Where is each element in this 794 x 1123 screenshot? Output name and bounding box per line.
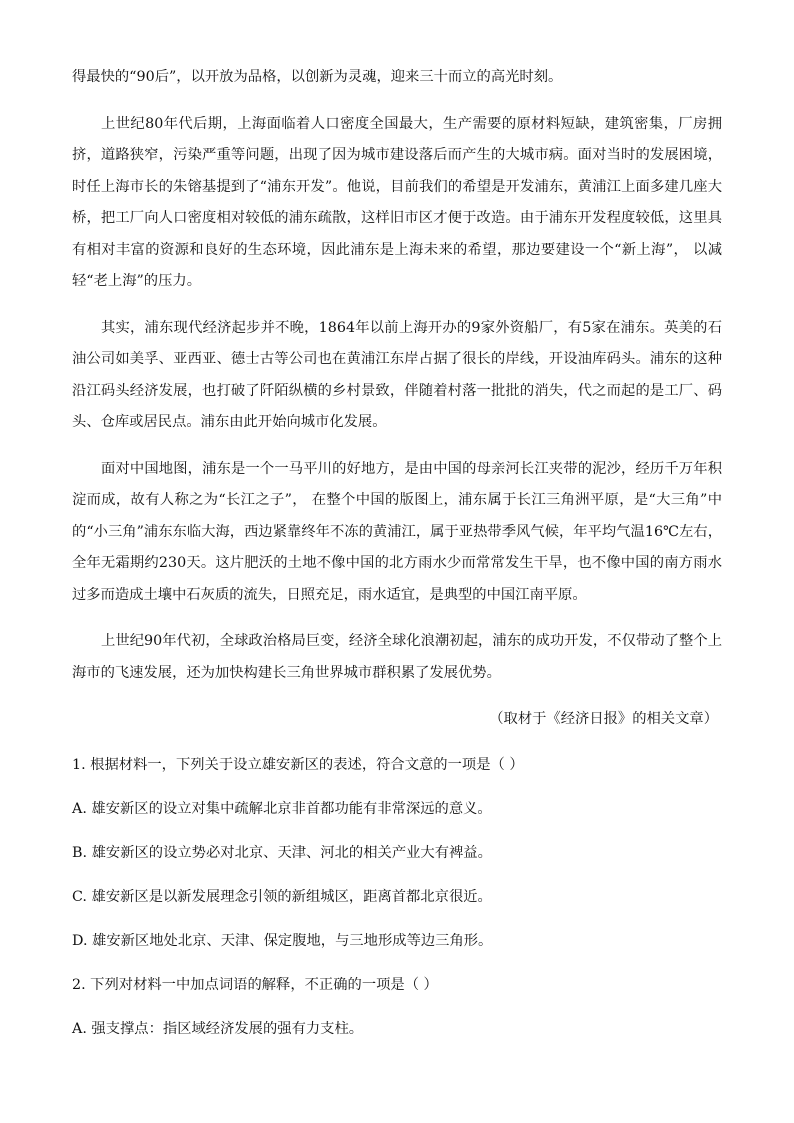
question-1: 1. 根据材料一，下列关于设立雄安新区的表述，符合文意的一项是（ ） xyxy=(72,756,524,773)
question-1-option-c: C. 雄安新区是以新发展理念引领的新组城区，距离首都北京很近。 xyxy=(72,888,492,905)
document-page xyxy=(72,62,722,1063)
paragraph-5: 上世纪90年代初，全球政治格局巨变，经济全球化浪潮初起，浦东的成功开发，不仅带动了整个上海市的飞速发展，还为加快构建长三角世界城市群积累了发展优势。 xyxy=(72,633,722,681)
question-1-option-b: B. 雄安新区的设立势必对北京、天津、河北的相关产业大有裨益。 xyxy=(72,844,492,861)
paragraph-4: 面对中国地图，浦东是一个一马平川的好地方，是由中国的母亲河长江夹带的泥沙，经历千万年积淀而成，故有人称之为“长江之子”， 在整个中国的版图上，浦东属于长江三角洲平原，是“大三角”中的“小三角”浦东东临大海，西边紧靠终年不冻的黄浦江，属于亚热带季风气候，年平均气温16℃左右，全年无霜期约230天。这片肥沃的土地不像中国的北方雨水少而常常发生干旱，也不像中国的南方雨水过多而造成土壤中石灰质的流失，日照充足，雨水适宜，是典型的中国江南平原。 xyxy=(72,460,722,603)
question-2-option-a: A. 强支撑点：指区域经济发展的强有力支柱。 xyxy=(72,1020,364,1037)
paragraph-2: 上世纪80年代后期，上海面临着人口密度全国最大，生产需要的原材料短缺，建筑密集，厂房拥挤，道路狭窄，污染严重等问题，出现了因为城市建设落后而产生的大城市病。面对当时的发展困境，时任上海市长的朱镕基提到了“浦东开发”。他说，目前我们的希望是开发浦东，黄浦江上面多建几座大桥，把工厂向人口密度相对较低的浦东疏散，这样旧市区才便于改造。由于浦东开发程度较低，这里具有相对丰富的资源和良好的生态环境，因此浦东是上海未来的希望，那边要建设一个“新上海”， 以减轻“老上海”的压力。 xyxy=(72,115,722,289)
paragraph-3: 其实，浦东现代经济起步并不晚，1864年以前上海开办的9家外资船厂，有5家在浦东。英美的石油公司如美孚、亚西亚、德士古等公司也在黄浦江东岸占据了很长的岸线，开设油库码头。浦东的这种沿江码头经济发展，也打破了阡陌纵横的乡村景致，伴随着村落一批批的消失，代之而起的是工厂、码头、仓库或居民点。浦东由此开始向城市化发展。 xyxy=(72,319,722,430)
question-1-option-a: A. 雄安新区的设立对集中疏解北京非首都功能有非常深远的意义。 xyxy=(72,800,492,817)
question-1-option-d: D. 雄安新区地处北京、天津、保定腹地，与三地形成等边三角形。 xyxy=(72,932,493,949)
question-2: 2. 下列对材料一中加点词语的解释，不正确的一项是（ ） xyxy=(72,976,438,993)
source-citation: （取材于《经济日报》的相关文章） xyxy=(489,711,718,727)
paragraph-1: 得最快的“90后”，以开放为品格，以创新为灵魂，迎来三十而立的高光时刻。 xyxy=(72,69,563,85)
